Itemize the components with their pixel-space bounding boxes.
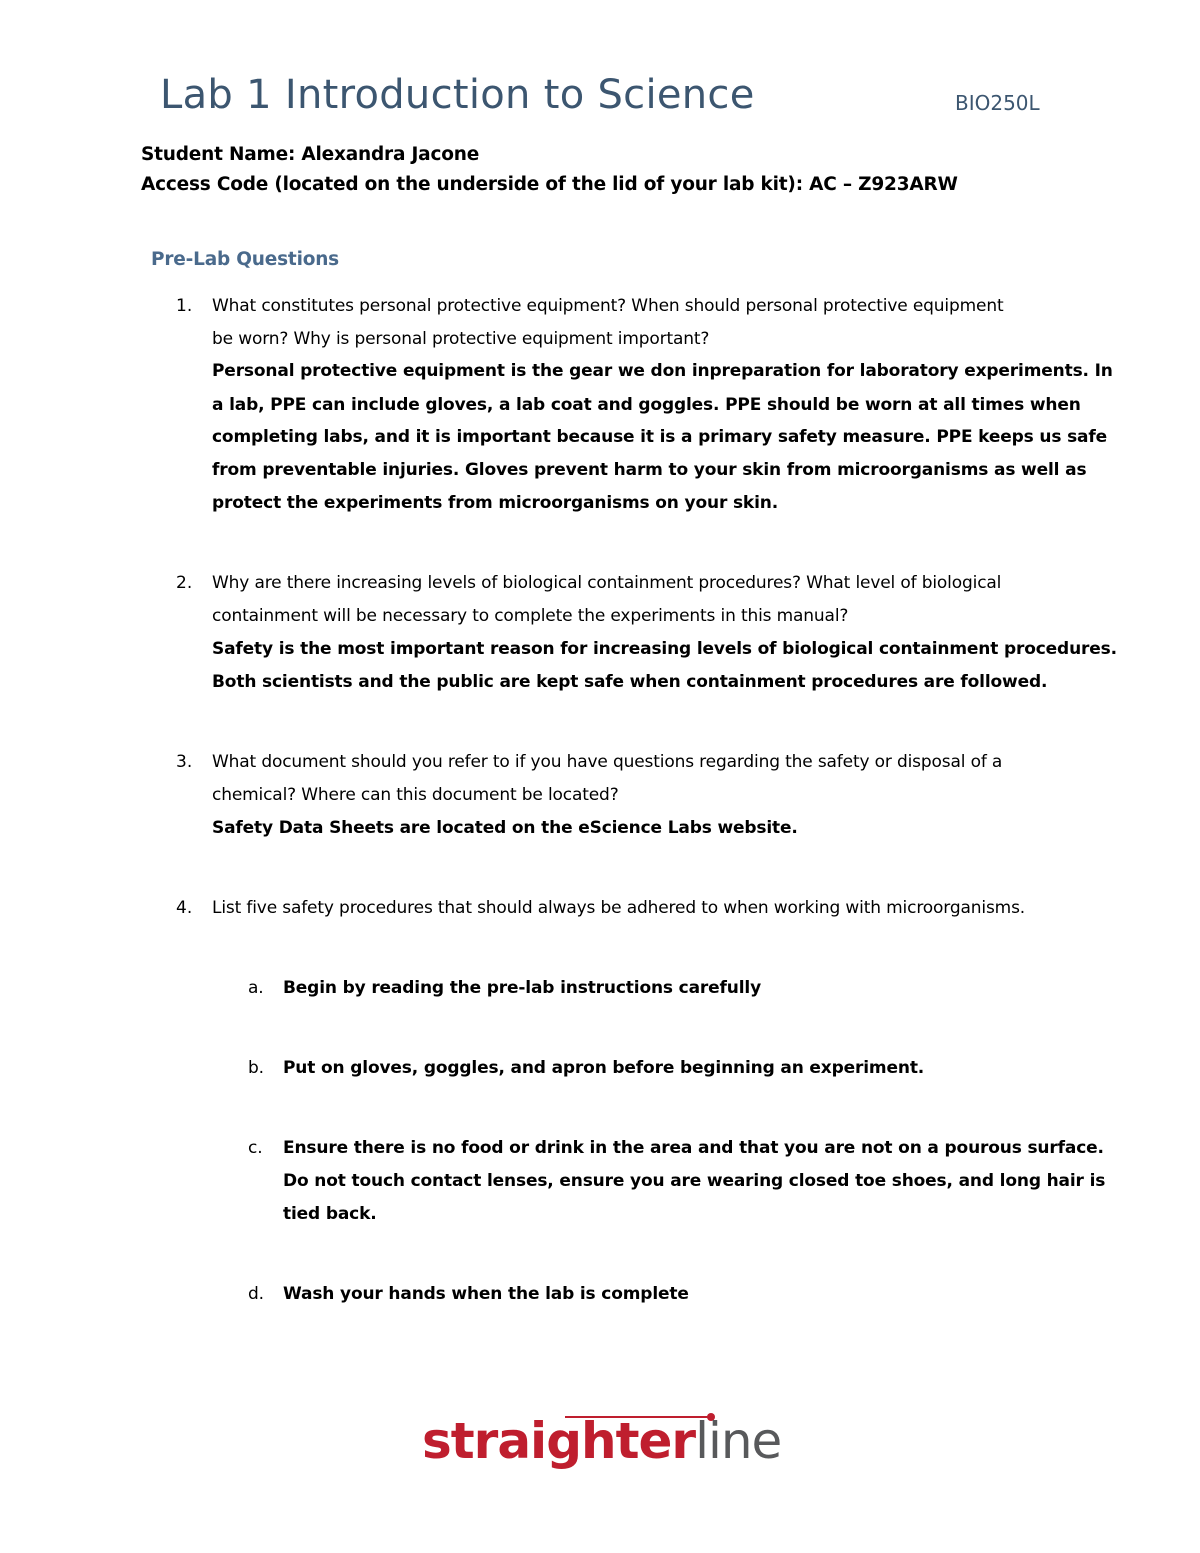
answer-text-line: Personal protective equipment is the gear we don inpreparation for laboratory experiments. In — [212, 361, 1113, 381]
section-heading: Pre-Lab Questions — [151, 249, 339, 270]
sub-answer-line: tied back. — [283, 1204, 377, 1224]
access-code: Access Code (located on the underside of the lid of your lab kit): AC – Z923ARW — [141, 174, 958, 195]
logo-text-light: line — [695, 1412, 782, 1470]
question-number: 2. — [176, 573, 193, 593]
answer-text-line: completing labs, and it is important because it is a primary safety measure. PPE keeps us safe — [212, 427, 1108, 447]
student-name: Student Name: Alexandra Jacone — [141, 144, 480, 165]
question-text-line: What document should you refer to if you have questions regarding the safety or disposal of a — [212, 752, 1003, 772]
sub-answer-line: Do not touch contact lenses, ensure you are wearing closed toe shoes, and long hair is — [283, 1171, 1106, 1191]
answer-text-line: Both scientists and the public are kept safe when containment procedures are followed. — [212, 672, 1048, 692]
answer-text-line: from preventable injuries. Gloves prevent harm to your skin from microorganisms as well as — [212, 460, 1087, 480]
straighterline-logo — [422, 1412, 781, 1470]
answer-text-line: a lab, PPE can include gloves, a lab coat and goggles. PPE should be worn at all times when — [212, 395, 1081, 415]
answer-text-line: protect the experiments from microorganisms on your skin. — [212, 493, 779, 513]
document-title: Lab 1 Introduction to Science — [160, 72, 755, 118]
question-number: 4. — [176, 898, 193, 918]
sub-answer-line: Begin by reading the pre-lab instructions carefully — [283, 978, 762, 998]
sub-answer-letter: a. — [248, 978, 264, 998]
question-text-line: chemical? Where can this document be located? — [212, 785, 619, 805]
answer-text-line: Safety Data Sheets are located on the eScience Labs website. — [212, 818, 798, 838]
question-number: 3. — [176, 752, 193, 772]
logo-text-bold: straighter — [422, 1412, 696, 1470]
course-code: BIO250L — [955, 91, 1040, 115]
sub-answer-line: Put on gloves, goggles, and apron before beginning an experiment. — [283, 1058, 925, 1078]
answer-text-line: Safety is the most important reason for increasing levels of biological containment procedures. — [212, 639, 1117, 659]
sub-answer-letter: b. — [248, 1058, 264, 1078]
sub-answer-line: Wash your hands when the lab is complete — [283, 1284, 689, 1304]
sub-answer-line: Ensure there is no food or drink in the area and that you are not on a pourous surface. — [283, 1138, 1104, 1158]
sub-answer-letter: d. — [248, 1284, 264, 1304]
question-text-line: Why are there increasing levels of biological containment procedures? What level of biological — [212, 573, 1002, 593]
question-text-line: be worn? Why is personal protective equipment important? — [212, 329, 710, 349]
question-text-line: What constitutes personal protective equipment? When should personal protective equipment — [212, 296, 1004, 316]
question-text-line: containment will be necessary to complete the experiments in this manual? — [212, 606, 849, 626]
question-text-line: List five safety procedures that should always be adhered to when working with microorganisms. — [212, 898, 1026, 918]
sub-answer-letter: c. — [248, 1138, 263, 1158]
question-number: 1. — [176, 296, 193, 316]
